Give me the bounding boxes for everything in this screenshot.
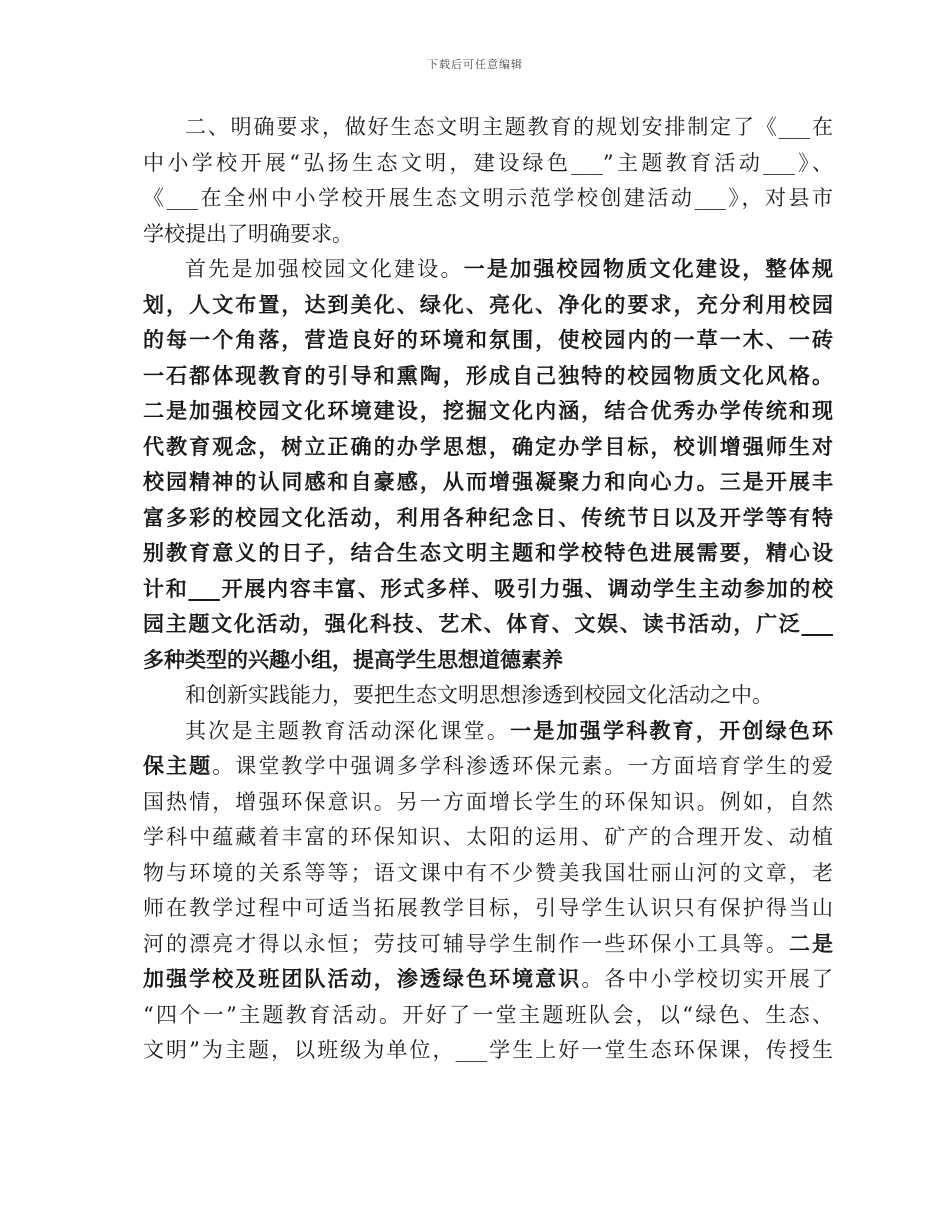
text-segment: 二、明确要求，做好生态文明主题教育的规划安排制定了《___在 bbox=[185, 115, 833, 139]
bold-text-segment: 二是 bbox=[788, 931, 833, 956]
text-line bbox=[143, 856, 833, 892]
text-line bbox=[143, 607, 833, 643]
bold-text-segment: 加强学校及班团队活动，渗透绿色环境意识 bbox=[143, 967, 582, 991]
bold-text-segment: 保主题 bbox=[143, 754, 213, 778]
bold-text-segment: 多种类型的兴趣小组，提高学生思想道德素养 bbox=[143, 647, 563, 672]
text-segment: “四个一”主题教育活动。开好了一堂主题班队会，以“绿色、生态、 bbox=[143, 1002, 833, 1027]
bold-text-segment: 一是加强校园物质文化建设，整体规 bbox=[463, 257, 833, 281]
text-line bbox=[143, 536, 833, 572]
text-line bbox=[143, 217, 833, 253]
text-line bbox=[143, 572, 833, 608]
text-line bbox=[143, 998, 833, 1034]
text-line bbox=[143, 501, 833, 537]
page-header: 下载后可任意编辑 bbox=[427, 58, 523, 71]
text-line bbox=[143, 891, 833, 927]
bold-text-segment: 二是加强校园文化环境建设，挖掘文化内涵，结合优秀办学传统和现 bbox=[143, 399, 833, 423]
text-line bbox=[143, 927, 833, 963]
text-line bbox=[143, 465, 833, 501]
text-segment: 文明”为主题，以班级为单位，___学生上好一堂生态环保课，传授生 bbox=[143, 1038, 833, 1062]
bold-text-segment: 园主题文化活动，强化科技、艺术、体育、文娱、读书活动，广泛___ bbox=[143, 612, 833, 636]
bold-text-segment: 代教育观念，树立正确的办学思想，确定办学目标，校训增强师生对 bbox=[143, 434, 833, 459]
text-segment: 河的漂亮才得以永恒；劳技可辅导学生制作一些环保小工具等。 bbox=[143, 931, 789, 956]
text-line bbox=[143, 430, 833, 466]
text-segment: 和创新实践能力，要把生态文明思想渗透到校园文化活动之中。 bbox=[185, 683, 773, 707]
text-segment: 《___在全州中小学校开展生态文明示范学校创建活动___》，对县市 bbox=[143, 186, 833, 210]
text-segment: 师在教学过程中可适当拓展教学目标，引导学生认识只有保护得当山 bbox=[143, 896, 833, 920]
text-line bbox=[143, 181, 833, 217]
text-segment: 国热情，增强环保意识。另一方面增长学生的环保知识。例如，自然 bbox=[143, 789, 833, 814]
text-line bbox=[143, 785, 833, 821]
bold-text-segment: 一石都体现教育的引导和熏陶，形成自己独特的校园物质文化风格。 bbox=[143, 363, 833, 388]
bold-text-segment: 计和___开展内容丰富、形式多样、吸引力强、调动学生主动参加的校 bbox=[143, 576, 833, 601]
text-line bbox=[143, 749, 833, 785]
bold-text-segment: 校园精神的认同感和自豪感，从而增强凝聚力和向心力。三是开展丰 bbox=[143, 470, 833, 494]
text-line bbox=[143, 714, 833, 750]
text-segment: 。各中小学校切实开展了 bbox=[581, 967, 833, 991]
bold-text-segment: 别教育意义的日子，结合生态文明主题和学校特色进展需要，精心设 bbox=[143, 541, 833, 565]
text-line bbox=[143, 110, 833, 146]
text-segment: 学校提出了明确要求。 bbox=[143, 221, 353, 246]
text-segment: 首先是加强校园文化建设。 bbox=[185, 257, 464, 281]
text-segment: 中小学校开展“弘扬生态文明，建设绿色___”主题教育活动___》、 bbox=[143, 150, 833, 175]
text-line bbox=[143, 394, 833, 430]
document-body bbox=[143, 110, 833, 1069]
bold-text-segment: 一是加强学科教育，开创绿色环 bbox=[510, 718, 833, 743]
bold-text-segment: 划，人文布置，达到美化、绿化、亮化、净化的要求，充分利用校园 bbox=[143, 292, 833, 317]
text-line bbox=[143, 1033, 833, 1069]
text-line bbox=[143, 359, 833, 395]
text-line bbox=[143, 323, 833, 359]
text-line bbox=[143, 643, 833, 679]
text-line bbox=[143, 288, 833, 324]
text-line bbox=[143, 146, 833, 182]
text-line bbox=[143, 678, 833, 714]
bold-text-segment: 的每一个角落，营造良好的环境和氛围，使校园内的一草一木、一砖 bbox=[143, 328, 833, 352]
text-line bbox=[143, 820, 833, 856]
text-segment: 学科中蕴藏着丰富的环保知识、太阳的运用、矿产的合理开发、动植 bbox=[143, 825, 833, 849]
text-segment: 其次是主题教育活动深化课堂。 bbox=[185, 718, 511, 743]
text-line bbox=[143, 962, 833, 998]
text-segment: 物与环境的关系等等；语文课中有不少赞美我国壮丽山河的文章，老 bbox=[143, 860, 833, 885]
bold-text-segment: 富多彩的校园文化活动，利用各种纪念日、传统节日以及开学等有特 bbox=[143, 505, 833, 530]
text-line bbox=[143, 252, 833, 288]
text-segment: 。课堂教学中强调多学科渗透环保元素。一方面培育学生的爱 bbox=[212, 754, 833, 778]
